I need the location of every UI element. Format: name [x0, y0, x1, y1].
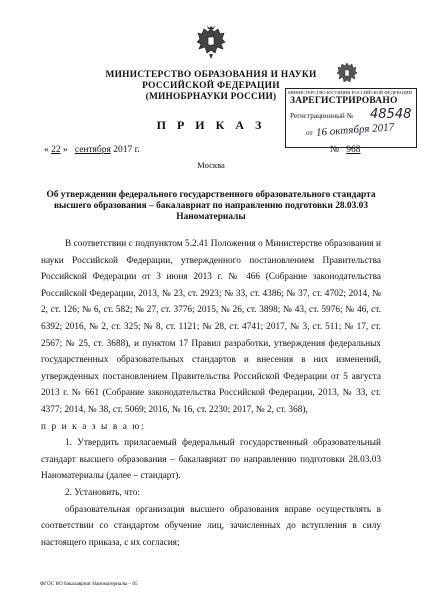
- order-date: [44, 145, 140, 155]
- paragraph-preamble: В соответствии с подпунктом 5.2.41 Положения о Министерстве образования и науки Российской Федерации, утвержденного постановлением Правительства Российской Федерации от 3 июня 2013 г. № 466 (Собрание законодательства Российской Федерации, 2013, № 23, ст. 2923; № 33, ст. 4386; № 37, ст. 4702; 2014, № 2, ст. 126; № 6, ст. 582; № 27, ст. 3776; 2015, № 26, ст. 3898; № 43, ст. 5976; № 46, ст. 6392; 2016, № 2, ст. 325; № 8, ст. 1121; № 28, ст. 4741; 2017, № 3, ст. 511; № 17, ст. 2567; № 25, ст. 3688), и пунктом 17 Правил разработки, утверждения федеральных государственных образовательных стандартов и внесения в них изменений, утвержденных постановлением Правительства Российской Федерации от 5 августа 2013 г. № 661 (Собрание законодательства Российской Федерации, 2013, № 33, ст. 4377; 2014, № 38, ст. 5069; 2016, № 16, ст. 2230; 2017, № 2, ст. 368),: [41, 239, 381, 415]
- order-number-label: №: [330, 145, 340, 155]
- date-quote-open: «: [44, 145, 49, 155]
- date-day: 22: [51, 145, 61, 155]
- order-number: [330, 145, 360, 155]
- footer-code: ФГОС ВО бакалавриат Наноматериалы – 05: [40, 581, 138, 587]
- stamp-status: ЗАРЕГИСТРИРОВАНО: [290, 96, 398, 106]
- emblem-icon: [196, 24, 226, 60]
- order-title: Об утверждении федерального государственного образовательного стандарта высшего образования – бакалавриат по направлению подготовки 28.03.03 Наноматериалы: [46, 190, 376, 222]
- stamp-number-label: Регистрационный №: [290, 112, 354, 120]
- stamp-date-value: 16 октября 2017: [315, 121, 395, 139]
- document-type: П Р И К А З: [156, 118, 266, 132]
- date-year: 2017 г.: [113, 145, 140, 155]
- ministry-name-line2: РОССИЙСКОЙ ФЕДЕРАЦИИ: [142, 81, 280, 91]
- order-word: п р и к а з ы в а ю:: [41, 421, 146, 432]
- paragraph-2-text: образовательная организация высшего образования вправе осуществлять в соответствии со стандартом обучение лиц, зачисленных до вступления в силу настоящего приказа, с их согласия;: [41, 504, 381, 548]
- stamp-emblem-icon: [336, 60, 358, 86]
- ministry-name-line1: МИНИСТЕРСТВО ОБРАЗОВАНИЯ И НАУКИ: [105, 70, 317, 80]
- order-number-value: 968: [346, 145, 361, 155]
- city: Москва: [197, 160, 225, 170]
- stamp-date-label: от: [306, 129, 313, 137]
- stamp-number-value: 48548: [370, 107, 412, 122]
- date-month: сентября: [74, 145, 111, 155]
- paragraph-2: 2. Установить, что:: [65, 487, 140, 498]
- date-quote-close: »: [63, 145, 68, 155]
- paragraph-1: 1. Утвердить прилагаемый федеральный государственный образовательный стандарт высшего образования – бакалавриат по направлению подготовки 28.03.03 Наноматериалы (далее – стандарт).: [41, 438, 381, 482]
- order-body: [41, 236, 381, 551]
- stamp-organization: МИНИСТЕРСТВО ЮСТИЦИИ РОССИЙСКОЙ ФЕДЕРАЦИИ: [288, 90, 412, 95]
- ministry-short-name: (МИНОБРНАУКИ РОССИИ): [145, 92, 277, 102]
